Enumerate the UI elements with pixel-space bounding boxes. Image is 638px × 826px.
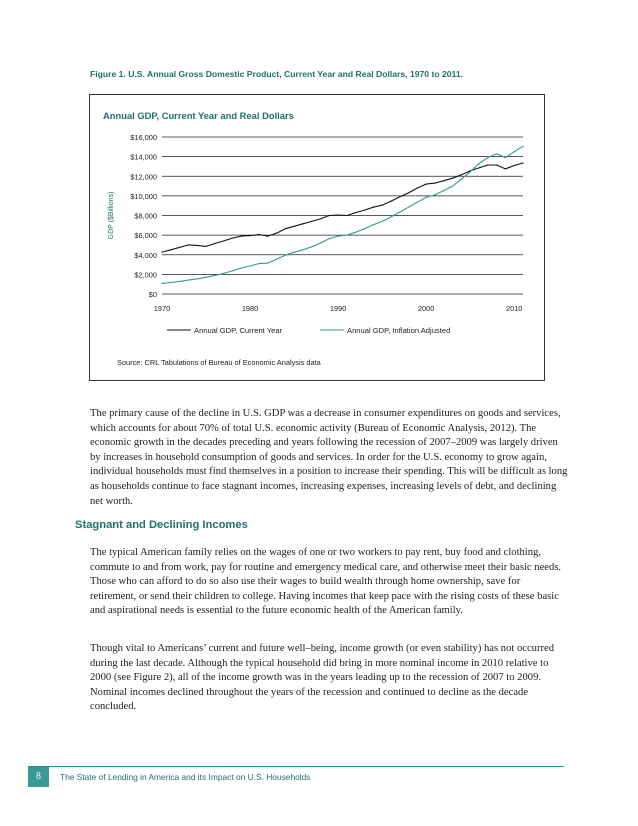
series-0-point-2007 bbox=[487, 164, 488, 165]
y-tick-label-12000: $12,000 bbox=[130, 172, 157, 182]
series-1-point-1992 bbox=[355, 232, 356, 233]
series-1-point-2005 bbox=[470, 171, 471, 172]
series-0-point-2011 bbox=[522, 162, 523, 163]
x-tick-label-1980: 1980 bbox=[241, 304, 259, 313]
footer-rule bbox=[28, 766, 564, 767]
series-0-point-1977 bbox=[223, 240, 224, 241]
y-tick-label-6000: $6,000 bbox=[134, 231, 157, 241]
series-1-point-1987 bbox=[311, 246, 312, 247]
footer-title: The State of Lending in America and its Impact on U.S. Households bbox=[60, 772, 311, 782]
legend-label-1: Annual GDP, Inflation Adjusted bbox=[347, 326, 451, 335]
series-1-point-1999 bbox=[417, 202, 418, 203]
series-1-point-1997 bbox=[399, 211, 400, 212]
section-heading: Stagnant and Declining Incomes bbox=[75, 519, 248, 531]
series-0-point-1999 bbox=[417, 187, 418, 188]
series-1-point-1982 bbox=[267, 262, 268, 263]
series-1-point-2009 bbox=[505, 157, 506, 158]
series-0-point-1971 bbox=[170, 249, 171, 250]
x-tick-label-1990: 1990 bbox=[329, 304, 347, 313]
series-1-point-1974 bbox=[197, 278, 198, 279]
y-tick-label-2000: $2,000 bbox=[134, 270, 157, 280]
series-0-point-1987 bbox=[311, 221, 312, 222]
series-0-point-1992 bbox=[355, 212, 356, 213]
series-1-point-1970 bbox=[161, 283, 162, 284]
series-0-point-1979 bbox=[241, 236, 242, 237]
series-1-point-1998 bbox=[408, 207, 409, 208]
y-tick-label-16000: $16,000 bbox=[130, 133, 157, 142]
x-tick-label-1970: 1970 bbox=[153, 304, 171, 313]
series-1-point-2008 bbox=[496, 153, 497, 154]
series-0-point-1996 bbox=[390, 201, 391, 202]
series-0-point-1976 bbox=[214, 243, 215, 244]
series-1-point-1988 bbox=[320, 242, 321, 243]
series-0-point-2006 bbox=[478, 167, 479, 168]
series-0-point-1990 bbox=[337, 214, 338, 215]
series-1-point-2001 bbox=[434, 194, 435, 195]
chart-source: Source: CRL Tabulations of Bureau of Economic Analysis data bbox=[117, 358, 321, 367]
paragraph-typical-family: The typical American family relies on the wages of one or two workers to pay rent, buy food and clothing, commute to and from work, pay for routine and emergency medical care, and otherwise meet their basic needs. Those who can afford to do so also use their wages to build wealth through home ownership, save for retirement, or send their children to college. Having incomes that keep pace with the rising costs of these basic and aspirational needs is essential to the future economic health of the American family. bbox=[90, 547, 562, 617]
series-0-point-2000 bbox=[426, 184, 427, 185]
series-1-point-1990 bbox=[337, 236, 338, 237]
series-0-point-1991 bbox=[346, 215, 347, 216]
series-1-point-1976 bbox=[214, 275, 215, 276]
series-1-point-1991 bbox=[346, 235, 347, 236]
series-0-point-1986 bbox=[302, 223, 303, 224]
series-0-point-1981 bbox=[258, 234, 259, 235]
page-number: 8 bbox=[28, 767, 49, 787]
series-1-point-2000 bbox=[426, 197, 427, 198]
series-0-point-1978 bbox=[232, 237, 233, 238]
series-1-point-1994 bbox=[373, 224, 374, 225]
series-0-point-1970 bbox=[161, 252, 162, 253]
series-1-point-1995 bbox=[382, 221, 383, 222]
y-axis-label: GDP ($Billions) bbox=[108, 191, 115, 240]
legend-label-0: Annual GDP, Current Year bbox=[194, 326, 283, 335]
series-1-point-1989 bbox=[329, 238, 330, 239]
series-0-point-1980 bbox=[249, 235, 250, 236]
series-0-point-1983 bbox=[276, 233, 277, 234]
y-tick-label-8000: $8,000 bbox=[134, 211, 157, 221]
series-1-point-1980 bbox=[249, 265, 250, 266]
chart-frame bbox=[89, 94, 545, 381]
series-0-point-1998 bbox=[408, 192, 409, 193]
series-0-point-2001 bbox=[434, 183, 435, 184]
series-0-point-1988 bbox=[320, 218, 321, 219]
series-1-point-2007 bbox=[487, 157, 488, 158]
x-tick-label-2010: 2010 bbox=[505, 304, 523, 313]
series-1-point-1979 bbox=[241, 267, 242, 268]
series-1-point-1993 bbox=[364, 228, 365, 229]
series-1-point-1985 bbox=[293, 252, 294, 253]
series-0-point-1972 bbox=[179, 247, 180, 248]
series-1-point-1973 bbox=[188, 279, 189, 280]
series-0-point-1975 bbox=[205, 246, 206, 247]
series-1-point-2010 bbox=[514, 151, 515, 152]
series-0-point-1994 bbox=[373, 207, 374, 208]
series-1-point-2006 bbox=[478, 163, 479, 164]
series-1-point-2011 bbox=[522, 146, 523, 147]
series-1-point-1986 bbox=[302, 249, 303, 250]
series-1-point-1981 bbox=[258, 263, 259, 264]
paragraph-gdp-decline: The primary cause of the decline in U.S. GDP was a decrease in consumer expenditures on goods and services, which accounts for about 70% of total U.S. economic activity (Bureau of Economic Analysis, 2012). The economic growth in the decades preceding and years following the recession of 2007–2009 was largely driven by increases in household consumption of goods and services. In order for the U.S. economy to grow again, individual households must find themselves in a position to increase their spending. This will be difficult as long as households continue to face stagnant incomes, increasing expenses, increasing levels of debt, and declining net worth. bbox=[90, 408, 568, 507]
paragraph-income-growth: Though vital to Americans’ current and future well–being, income growth (or even stability) has not occurred during the last decade. Although the typical household did bring in more nominal income in 2010 relative to 2000 (see Figure 2), all of the income growth was in the years leading up to the recession of 2007 to 2009. Nominal incomes declined throughout the years of the recession and continued to decline as the decade concluded. bbox=[90, 643, 555, 713]
series-1-point-1983 bbox=[276, 259, 277, 260]
series-1-point-1975 bbox=[205, 277, 206, 278]
series-0-point-1995 bbox=[382, 205, 383, 206]
series-0-point-1973 bbox=[188, 244, 189, 245]
series-1-point-1978 bbox=[232, 270, 233, 271]
series-0-point-1974 bbox=[197, 245, 198, 246]
gdp-line-chart bbox=[90, 95, 546, 382]
chart-title: Annual GDP, Current Year and Real Dollars bbox=[103, 110, 294, 121]
series-0-point-1989 bbox=[329, 215, 330, 216]
series-0-point-2010 bbox=[514, 165, 515, 166]
series-0-point-1985 bbox=[293, 226, 294, 227]
series-0-point-2003 bbox=[452, 178, 453, 179]
series-1-point-1984 bbox=[285, 255, 286, 256]
series-1-point-2002 bbox=[443, 190, 444, 191]
series-0-point-2004 bbox=[461, 174, 462, 175]
series-1-point-1977 bbox=[223, 273, 224, 274]
series-0-point-1982 bbox=[267, 236, 268, 237]
series-1-point-1971 bbox=[170, 282, 171, 283]
y-tick-label-4000: $4,000 bbox=[134, 250, 157, 260]
y-tick-label-0: $0 bbox=[148, 290, 157, 299]
series-1-point-2003 bbox=[452, 185, 453, 186]
figure-caption: Figure 1. U.S. Annual Gross Domestic Product, Current Year and Real Dollars, 1970 to 2011. bbox=[90, 69, 463, 79]
series-0-point-2008 bbox=[496, 164, 497, 165]
y-tick-label-14000: $14,000 bbox=[130, 152, 157, 162]
series-1-point-2004 bbox=[461, 179, 462, 180]
y-tick-label-10000: $10,000 bbox=[130, 191, 157, 201]
series-0-point-2009 bbox=[505, 168, 506, 169]
series-1-point-1996 bbox=[390, 216, 391, 217]
series-0-point-2002 bbox=[443, 180, 444, 181]
series-0-point-1997 bbox=[399, 196, 400, 197]
series-0-point-1993 bbox=[364, 210, 365, 211]
x-tick-label-2000: 2000 bbox=[417, 304, 435, 313]
series-0-point-1984 bbox=[285, 228, 286, 229]
series-1-point-1972 bbox=[179, 281, 180, 282]
